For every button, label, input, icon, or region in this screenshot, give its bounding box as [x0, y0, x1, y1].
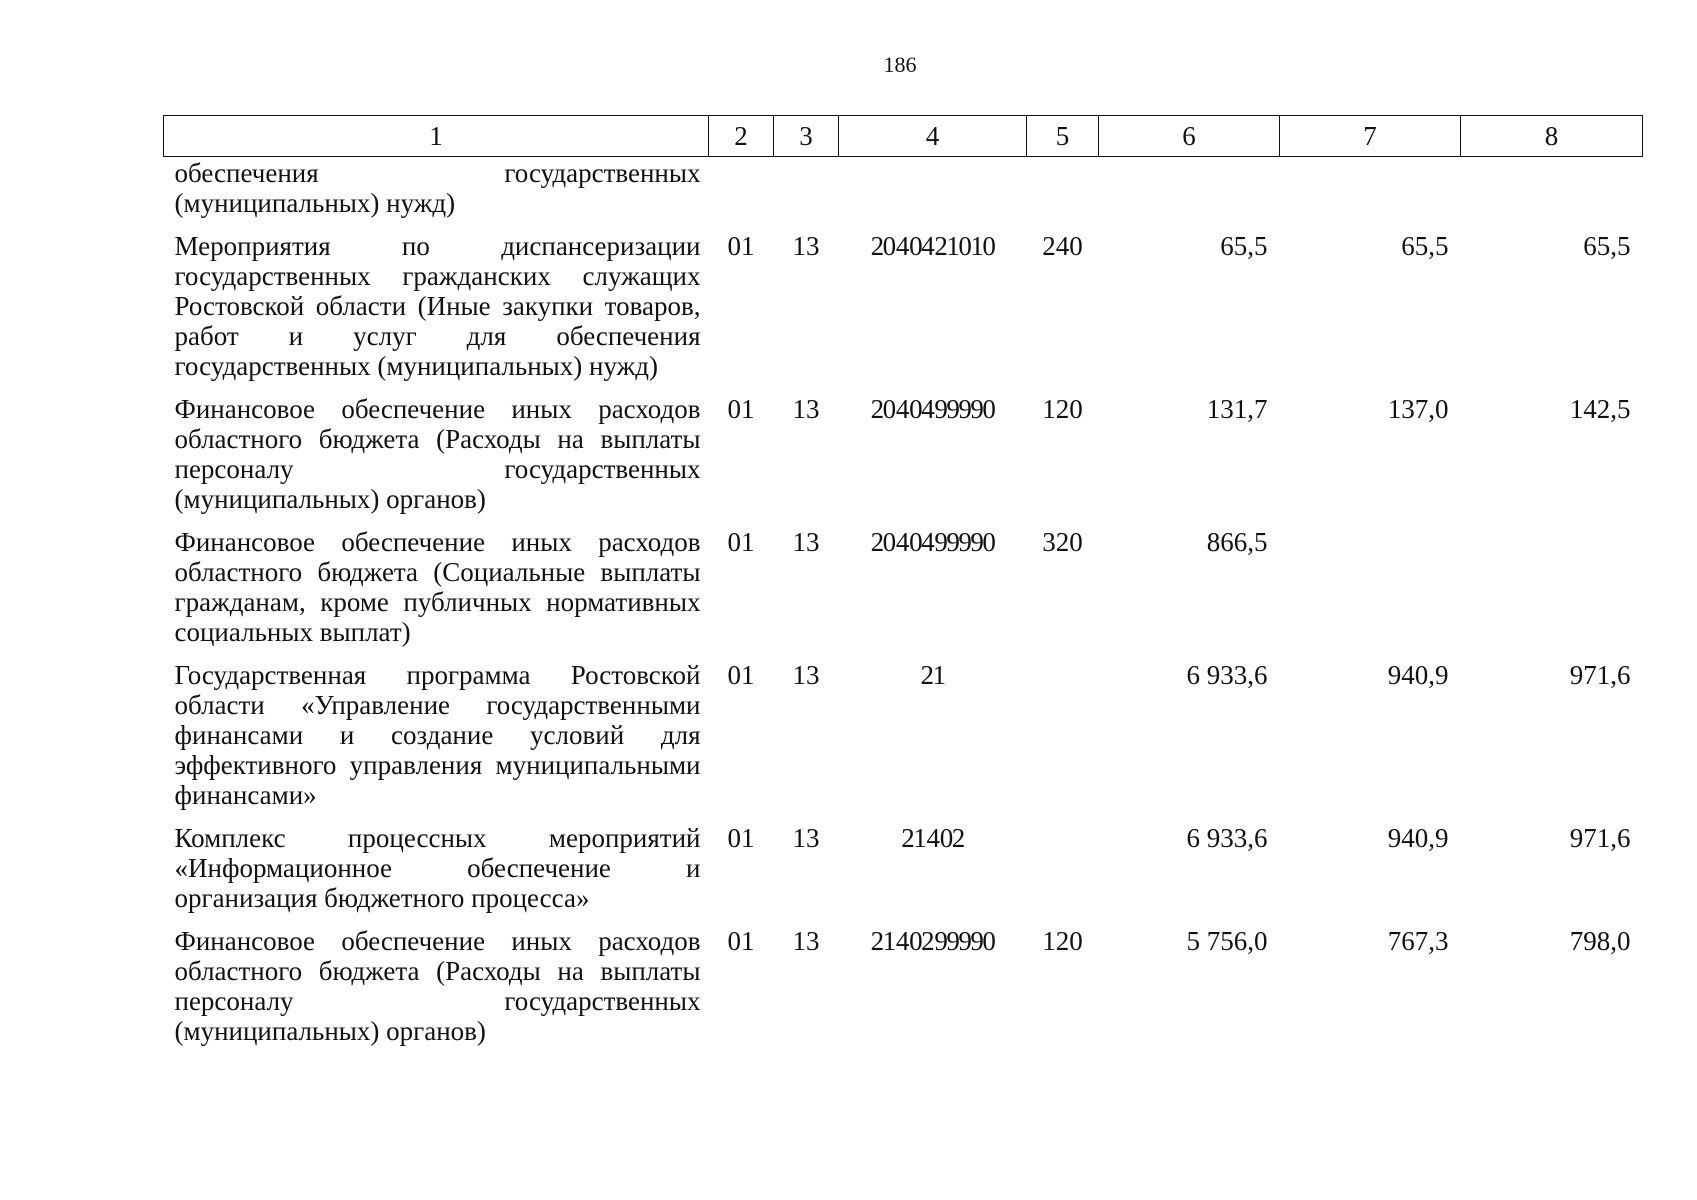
column-header: 8	[1461, 116, 1643, 157]
cell-amount-8: 65,5	[1583, 231, 1631, 261]
cell-amount-6: 65,5	[1220, 231, 1268, 261]
page-number: 186	[883, 52, 917, 77]
column-header: 5	[1027, 116, 1099, 157]
cell-section	[709, 157, 774, 232]
cell-expense-type: 240	[1042, 231, 1083, 261]
cell-amount-6: 131,7	[1206, 394, 1268, 424]
cell-section: 01	[727, 660, 755, 690]
budget-table	[163, 115, 1643, 1059]
cell-amount-8	[1461, 527, 1643, 660]
row-description: Финансовое обеспечение иных расходов областного бюджета (Расходы на выплаты персоналу государственных (муниципальных) органов)	[174, 394, 701, 514]
cell-subsection: 13	[792, 823, 820, 853]
table-row	[164, 823, 1643, 926]
cell-amount-6: 6 933,6	[1186, 823, 1268, 853]
cell-section: 01	[727, 823, 755, 853]
row-description: обеспечения государственных (муниципальных) нужд)	[174, 158, 701, 218]
column-header: 4	[839, 116, 1027, 157]
table-row	[164, 157, 1643, 232]
cell-amount-6: 866,5	[1206, 527, 1268, 557]
cell-expense-type: 320	[1042, 527, 1083, 557]
column-header: 3	[774, 116, 839, 157]
cell-amount-7: 137,0	[1387, 394, 1449, 424]
cell-expense-type: 120	[1042, 926, 1083, 956]
cell-target-code: 20 4 04 99990	[870, 394, 995, 424]
cell-target-code: 20 4 04 99990	[870, 527, 995, 557]
column-header: 6	[1099, 116, 1280, 157]
cell-amount-8: 798,0	[1569, 926, 1631, 956]
cell-amount-8: 142,5	[1569, 394, 1631, 424]
cell-amount-8: 971,6	[1569, 660, 1631, 690]
table-header	[164, 116, 1643, 157]
cell-subsection: 13	[792, 527, 820, 557]
cell-amount-7: 767,3	[1387, 926, 1449, 956]
row-description: Государственная программа Ростовской области «Управление государственными финансами и создание условий для эффективного управления муниципальными финансами»	[174, 660, 701, 810]
cell-amount-6: 5 756,0	[1186, 926, 1268, 956]
row-description: Финансовое обеспечение иных расходов областного бюджета (Расходы на выплаты персоналу государственных (муниципальных) органов)	[174, 926, 701, 1046]
cell-target-code: 21	[920, 660, 945, 690]
table-row	[164, 394, 1643, 527]
cell-target-code: 21 4 02	[901, 823, 964, 853]
cell-amount-7: 940,9	[1387, 823, 1449, 853]
cell-subsection	[774, 157, 839, 232]
cell-target-code: 21 4 02 99990	[870, 926, 995, 956]
cell-expense-type	[1027, 660, 1099, 823]
table-row	[164, 527, 1643, 660]
cell-subsection: 13	[792, 926, 820, 956]
table-row	[164, 231, 1643, 394]
row-description: Мероприятия по диспансеризации государственных гражданских служащих Ростовской области (Иные закупки товаров, работ и услуг для обеспечения государственных (муниципальных) нужд)	[174, 231, 701, 381]
cell-expense-type: 120	[1042, 394, 1083, 424]
cell-expense-type	[1027, 157, 1099, 232]
cell-amount-8	[1461, 157, 1643, 232]
cell-subsection: 13	[792, 394, 820, 424]
cell-section: 01	[727, 394, 755, 424]
cell-amount-6	[1099, 157, 1280, 232]
cell-amount-8: 971,6	[1569, 823, 1631, 853]
cell-expense-type	[1027, 823, 1099, 926]
cell-target-code: 20 4 04 21010	[870, 231, 995, 261]
cell-amount-7: 65,5	[1401, 231, 1449, 261]
row-description: Финансовое обеспечение иных расходов областного бюджета (Социальные выплаты гражданам, кроме публичных нормативных социальных выплат)	[174, 527, 701, 647]
cell-target-code	[839, 157, 1027, 232]
cell-section: 01	[727, 231, 755, 261]
cell-amount-7	[1280, 157, 1461, 232]
row-description: Комплекс процессных мероприятий «Информационное обеспечение и организация бюджетного процесса»	[174, 823, 701, 913]
column-header: 2	[709, 116, 774, 157]
header-row	[164, 116, 1643, 157]
cell-amount-6: 6 933,6	[1186, 660, 1268, 690]
cell-amount-7: 940,9	[1387, 660, 1449, 690]
cell-amount-7	[1280, 527, 1461, 660]
cell-subsection: 13	[792, 660, 820, 690]
cell-subsection: 13	[792, 231, 820, 261]
table-row	[164, 926, 1643, 1059]
cell-section: 01	[727, 527, 755, 557]
cell-section: 01	[727, 926, 755, 956]
table-row	[164, 660, 1643, 823]
column-header: 7	[1280, 116, 1461, 157]
column-header: 1	[164, 116, 709, 157]
